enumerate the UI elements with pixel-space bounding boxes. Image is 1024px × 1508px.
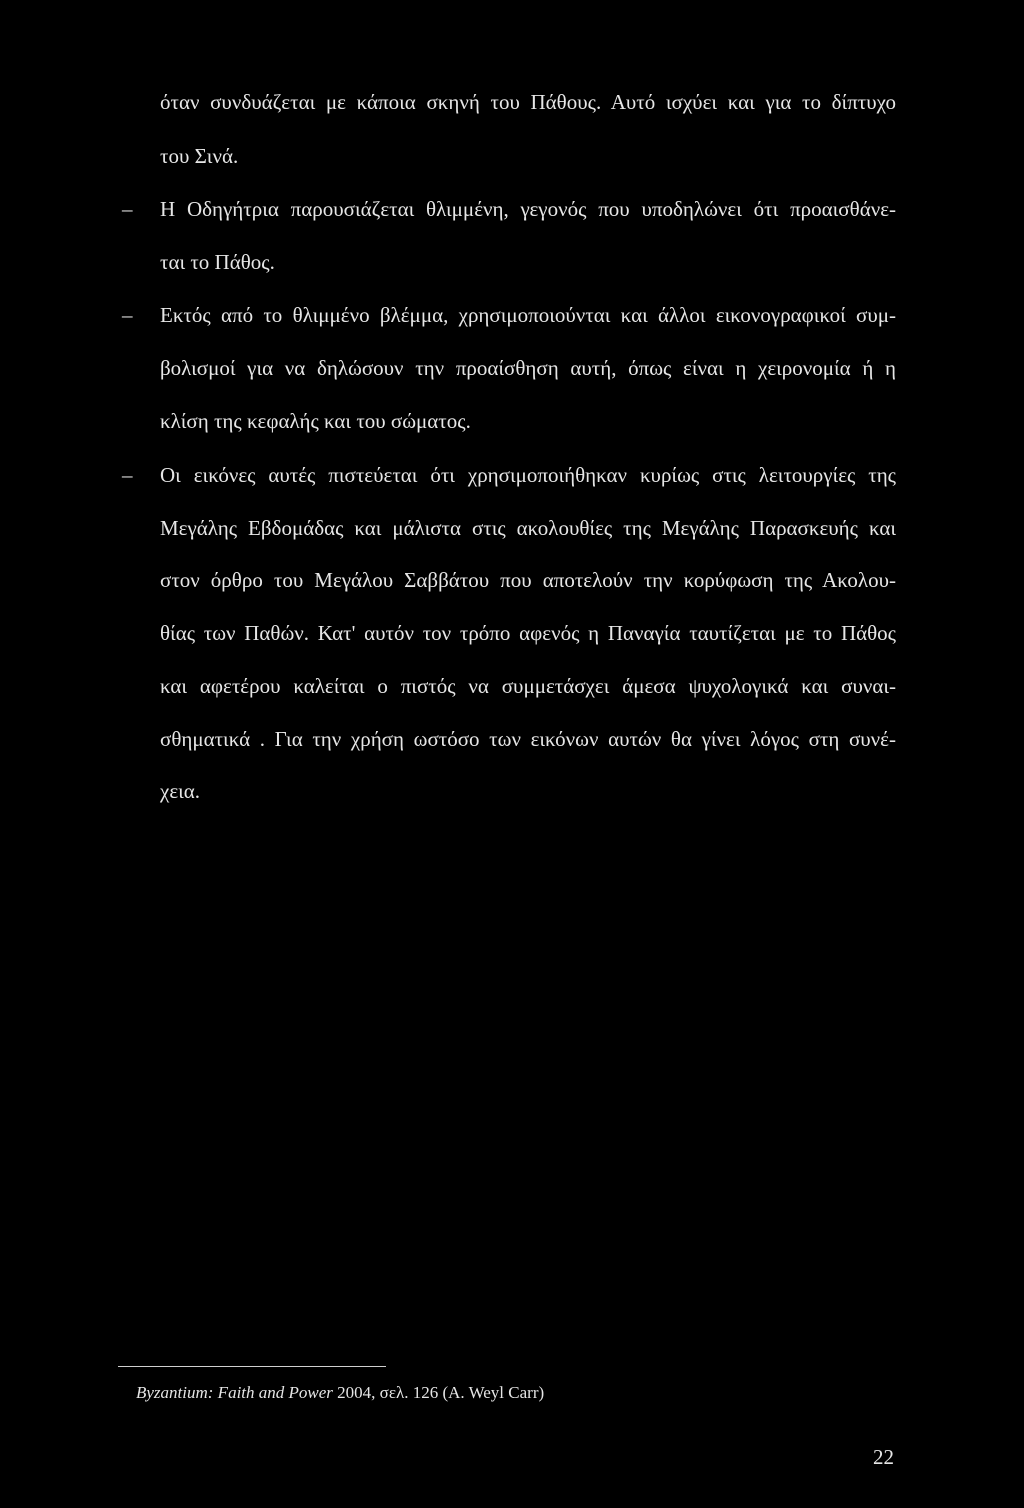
page-number: 22 [873, 1445, 894, 1469]
body-line: του Σινά. [160, 144, 239, 168]
body-line: Οι εικόνες αυτές πιστεύεται ότι χρησιμοποιήθηκαν κυρίως στις λειτουργίες της [160, 463, 896, 487]
body-line: σθηματικά . Για την χρήση ωστόσο των εικόνων αυτών θα γίνει λόγος στη συνέ- [160, 727, 896, 751]
body-line: χεια. [160, 779, 201, 803]
body-line: και αφετέρου καλείται ο πιστός να συμμετάσχει άμεσα ψυχολογικά και συναι- [160, 674, 896, 698]
body-line: κλίση της κεφαλής και του σώματος. [160, 409, 471, 433]
body-line: στον όρθρο του Μεγάλου Σαββάτου που αποτελούν την κορύφωση της Ακολου- [160, 568, 896, 592]
body-line: Η Οδηγήτρια παρουσιάζεται θλιμμένη, γεγονός που υποδηλώνει ότι προαισθάνε- [160, 197, 896, 221]
bullet-dash: – [122, 303, 133, 327]
body-line: βολισμοί για να δηλώσουν την προαίσθηση αυτή, όπως είναι η χειρονομία ή η [160, 356, 896, 380]
body-line: ται το Πάθος. [160, 250, 275, 274]
footnote [136, 1382, 544, 1404]
body-line: Μεγάλης Εβδομάδας και μάλιστα στις ακολουθίες της Μεγάλης Παρασκευής και [160, 516, 896, 540]
bullet-dash: – [122, 463, 133, 487]
body-line: Εκτός από το θλιμμένο βλέμμα, χρησιμοποιούνται και άλλοι εικονογραφικοί συμ- [160, 303, 896, 327]
bullet-dash: – [122, 197, 133, 221]
body-line: θίας των Παθών. Κατ' αυτόν τον τρόπο αφενός η Παναγία ταυτίζεται με το Πάθος [160, 621, 896, 645]
footnote-source-title: Byzantium: Faith and Power [136, 1383, 333, 1402]
footnote-source-details: 2004, σελ. 126 (A. Weyl Carr) [332, 1383, 545, 1402]
body-line: όταν συνδυάζεται με κάποια σκηνή του Πάθους. Αυτό ισχύει και για το δίπτυχο [160, 90, 896, 114]
footnote-separator [118, 1366, 386, 1367]
